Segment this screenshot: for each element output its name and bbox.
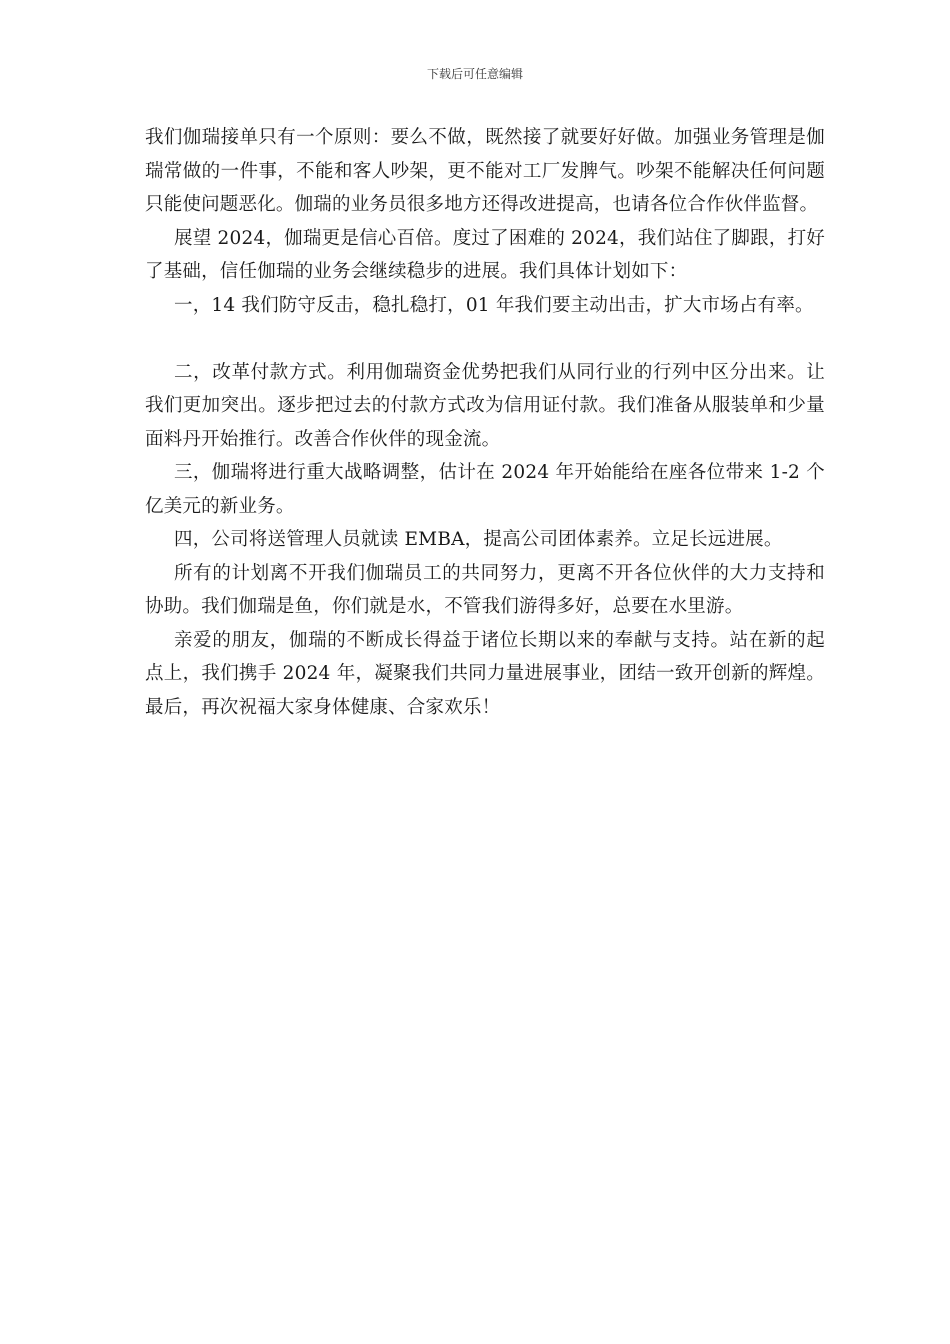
page-header-note: 下载后可任意编辑 bbox=[426, 67, 523, 81]
paragraph-plan-4: 四，公司将送管理人员就读 EMBA，提高公司团体素养。立足长远进展。 bbox=[174, 529, 783, 550]
paragraph-plan-3: 三，伽瑞将进行重大战略调整，估计在 2024 年开始能给在座各位带来 1-2 个亿美元的新业务。 bbox=[145, 462, 825, 517]
paragraph-plan-2: 二，改革付款方式。利用伽瑞资金优势把我们从同行业的行列中区分出来。让我们更加突出。逐步把过去的付款方式改为信用证付款。我们准备从服装单和少量面料丹开始推行。改善合作伙伴的现金流。 bbox=[145, 361, 825, 450]
paragraph-principle: 我们伽瑞接单只有一个原则：要么不做，既然接了就要好好做。加强业务管理是伽瑞常做的一件事，不能和客人吵架，更不能对工厂发脾气。吵架不能解决任何问题只能使问题恶化。伽瑞的业务员很多地方还得改进提高，也请各位合作伙伴监督。 bbox=[145, 127, 825, 215]
paragraph-plan-1: 一，14 我们防守反击，稳扎稳打，01 年我们要主动出击，扩大市场占有率。 bbox=[174, 294, 814, 316]
paragraph-teamwork: 所有的计划离不开我们伽瑞员工的共同努力，更离不开各位伙伴的大力支持和协助。我们伽瑞是鱼，你们就是水，不管我们游得多好，总要在水里游。 bbox=[145, 562, 825, 617]
paragraph-outlook: 展望 2024，伽瑞更是信心百倍。度过了困难的 2024，我们站住了脚跟，打好了基础，信任伽瑞的业务会继续稳步的进展。我们具体计划如下： bbox=[145, 227, 825, 282]
paragraph-closing: 亲爱的朋友，伽瑞的不断成长得益于诸位长期以来的奉献与支持。站在新的起点上，我们携手 2024 年，凝聚我们共同力量进展事业，团结一致开创新的辉煌。最后，再次祝福大家身体健康、合家欢乐！ bbox=[145, 629, 825, 718]
document-body bbox=[145, 121, 825, 724]
